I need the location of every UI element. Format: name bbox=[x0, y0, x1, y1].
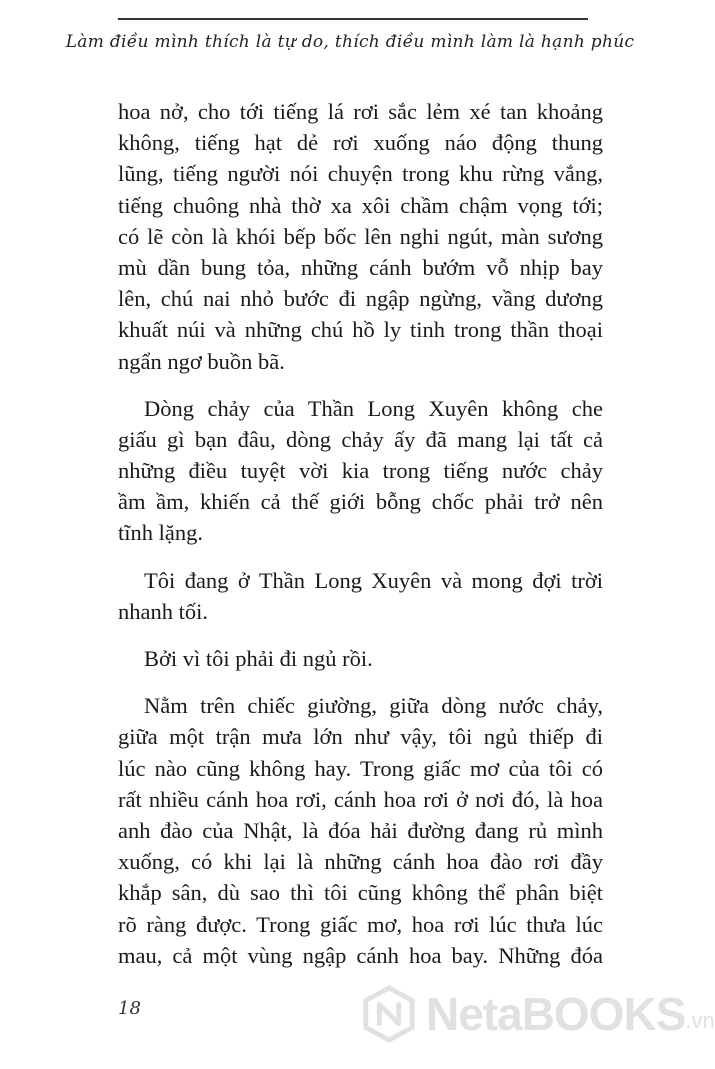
paragraph bbox=[118, 565, 603, 627]
text-line: tiếng chuông nhà thờ xa xôi chầm chậm vọng tới; bbox=[118, 192, 603, 218]
text-line: không, tiếng hạt dẻ rơi xuống náo động thung bbox=[118, 130, 603, 156]
paragraph-gap bbox=[118, 674, 603, 690]
text-line: giữa một trận mưa lớn như vậy, tôi ngủ thiếp đi bbox=[118, 724, 603, 750]
text-line: giấu gì bạn đâu, dòng chảy ấy đã mang lại tất cả bbox=[118, 426, 603, 452]
paragraph-gap bbox=[118, 377, 603, 393]
text-line: rõ ràng được. Trong giấc mơ, hoa rơi lúc thưa lúc bbox=[118, 911, 603, 937]
paragraph bbox=[118, 96, 603, 377]
watermark bbox=[360, 985, 715, 1043]
text-line: ngẩn ngơ buồn bã. bbox=[118, 348, 285, 374]
text-line: ầm ầm, khiến cả thế giới bỗng chốc phải trở nên bbox=[118, 489, 603, 515]
netabooks-logo-icon bbox=[360, 985, 418, 1043]
paragraph-gap bbox=[118, 549, 603, 565]
page-body bbox=[118, 96, 603, 971]
text-line: lên, chú nai nhỏ bước đi ngập ngừng, vầng dương bbox=[118, 286, 603, 312]
header-rule bbox=[118, 18, 588, 20]
text-line: lũng, tiếng người nói chuyện trong khu rừng vắng, bbox=[118, 161, 603, 187]
text-line: Tôi đang ở Thần Long Xuyên và mong đợi trời bbox=[144, 567, 603, 593]
text-line: anh đào của Nhật, là đóa hải đường đang rủ mình bbox=[118, 817, 603, 843]
paragraph bbox=[118, 690, 603, 971]
text-line: hoa nở, cho tới tiếng lá rơi sắc lẻm xé tan khoảng bbox=[118, 99, 603, 124]
text-line: tĩnh lặng. bbox=[118, 520, 203, 546]
running-head: Làm điều mình thích là tự do, thích điều mình làm là hạnh phúc bbox=[65, 32, 635, 52]
text-line: Bởi vì tôi phải đi ngủ rồi. bbox=[144, 646, 373, 671]
text-line: xuống, có khi lại là những cánh hoa đào rơi đầy bbox=[118, 849, 603, 875]
text-line: nhanh tối. bbox=[118, 598, 208, 624]
paragraph-gap bbox=[118, 627, 603, 643]
text-line: Nằm trên chiếc giường, giữa dòng nước chảy, bbox=[144, 693, 603, 719]
text-line: khắp sân, dù sao thì tôi cũng không thể phân biệt bbox=[118, 880, 603, 906]
text-line: mau, cả một vùng ngập cánh hoa bay. Những đóa bbox=[118, 942, 603, 968]
paragraph bbox=[118, 643, 603, 674]
paragraph bbox=[118, 393, 603, 549]
text-line: những điều tuyệt vời kia trong tiếng nước chảy bbox=[118, 458, 603, 484]
watermark-suffix: .vn bbox=[685, 1008, 715, 1033]
text-line: mù dần bung tỏa, những cánh bướm vỗ nhịp bay bbox=[118, 254, 603, 280]
watermark-brand: NetaBOOKS bbox=[426, 988, 686, 1040]
text-line: có lẽ còn là khói bếp bốc lên nghi ngút, màn sương bbox=[118, 223, 603, 249]
text-line: khuất núi và những chú hồ ly tinh trong thần thoại bbox=[118, 317, 603, 343]
text-line: Dòng chảy của Thần Long Xuyên không che bbox=[144, 395, 603, 421]
text-line: rất nhiều cánh hoa rơi, cánh hoa rơi ở nơi đó, là hoa bbox=[118, 786, 603, 812]
text-line: lúc nào cũng không hay. Trong giấc mơ của tôi có bbox=[118, 755, 603, 781]
page-number: 18 bbox=[118, 998, 141, 1019]
